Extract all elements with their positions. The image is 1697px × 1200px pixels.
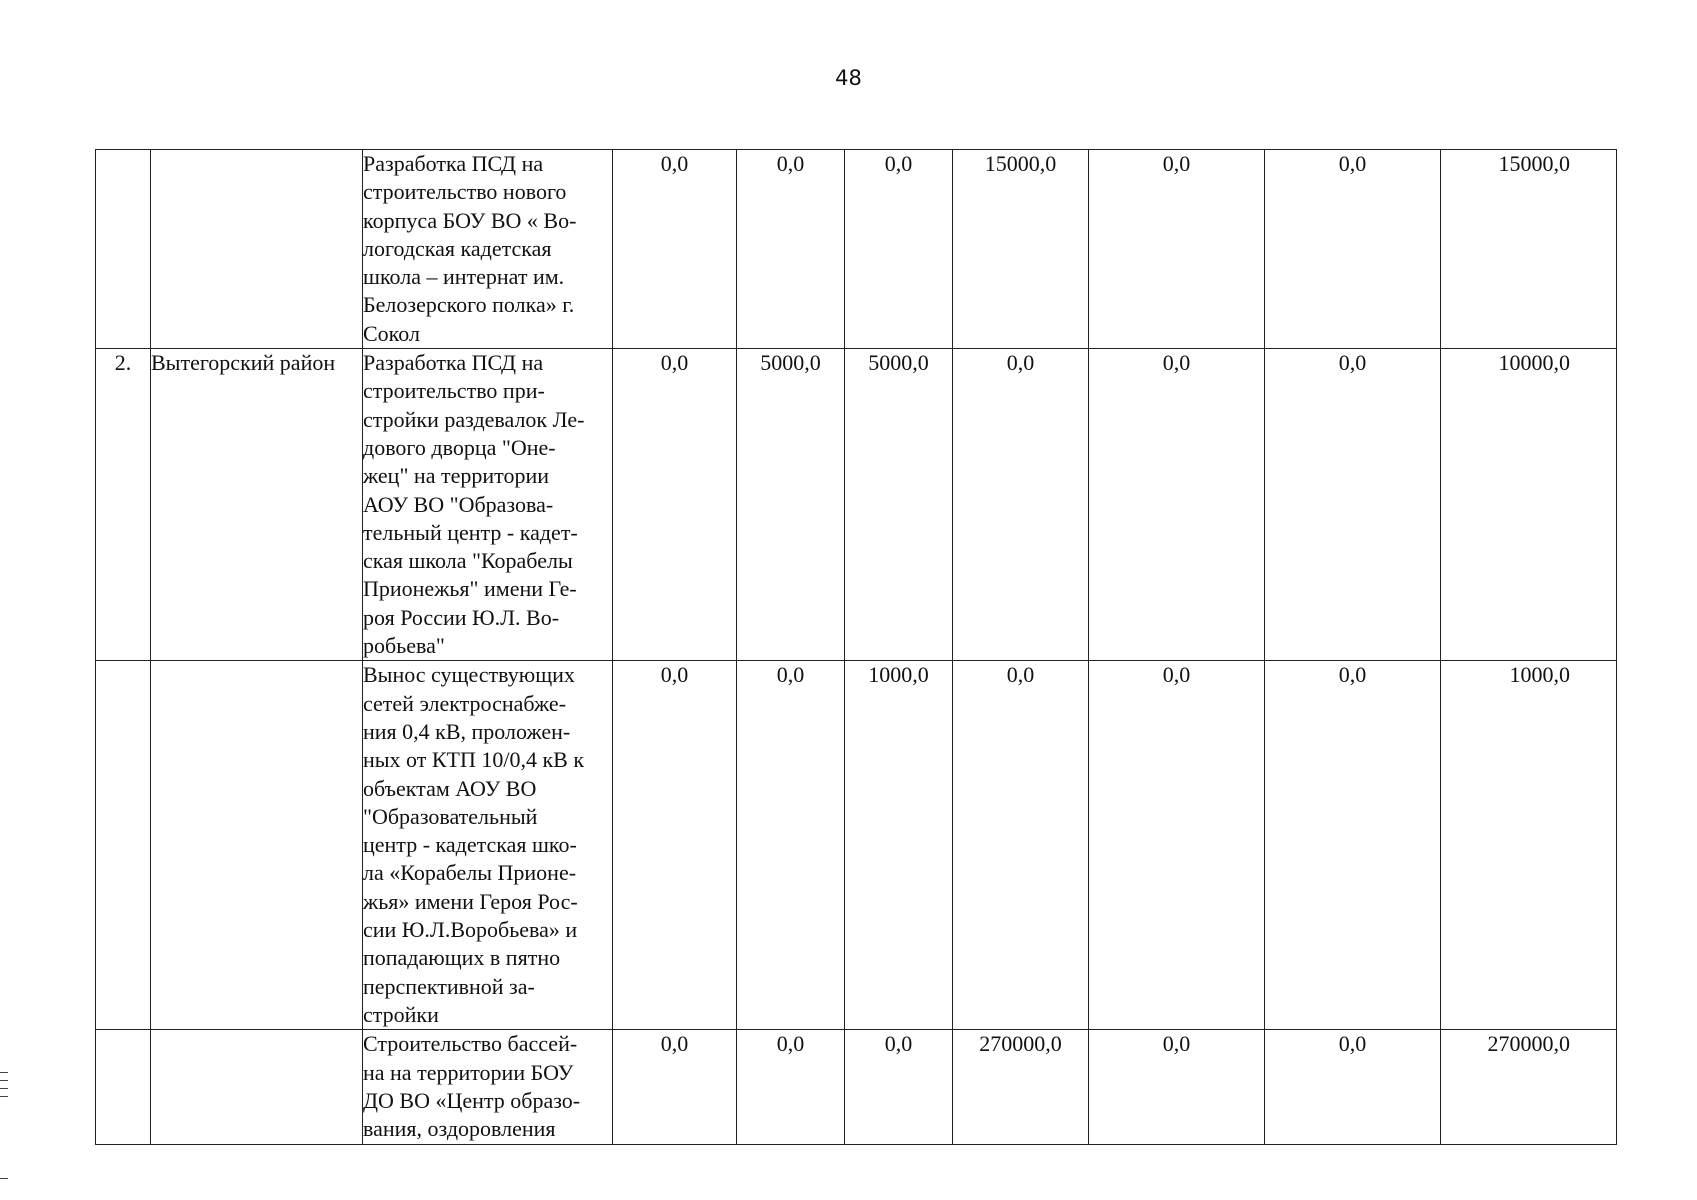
- description-line: Сокол: [363, 320, 420, 346]
- description-cell: [363, 349, 613, 661]
- description-line: перспективной за-: [363, 973, 535, 999]
- description-line: ская школа "Корабелы: [363, 548, 573, 574]
- description-line: объектам АОУ ВО: [363, 775, 537, 801]
- description-line: АОУ ВО "Образова-: [363, 491, 554, 517]
- margin-mark: [0, 1080, 8, 1081]
- district-cell: [151, 150, 363, 349]
- description-line: Белозерского полка» г.: [363, 292, 575, 318]
- value-cell: 5000,0: [845, 349, 953, 661]
- value-cell: 0,0: [613, 661, 737, 1030]
- description-line: вания, оздоровления: [363, 1116, 556, 1142]
- margin-mark: [0, 1096, 8, 1097]
- budget-table: [95, 149, 1617, 1145]
- value-cell: 15000,0: [953, 150, 1089, 349]
- description-line: корпуса БОУ ВО « Во-: [363, 207, 577, 233]
- description-cell: [363, 150, 613, 349]
- description-line: дового дворца "Оне-: [363, 434, 556, 460]
- description-line: сетей электроснабже-: [363, 690, 567, 716]
- description-line: Прионежья" имени Ге-: [363, 576, 577, 602]
- district-cell: [151, 1030, 363, 1145]
- description-line: ла «Корабелы Прионе-: [363, 860, 577, 886]
- description-line: Разработка ПСД на: [363, 151, 544, 176]
- value-cell: 0,0: [613, 349, 737, 661]
- description-line: "Образовательный: [363, 803, 538, 829]
- table-row: [96, 661, 1617, 1030]
- value-cell: 0,0: [737, 150, 845, 349]
- description-line: сии Ю.Л.Воробьева» и: [363, 917, 578, 943]
- description-line: ных от КТП 10/0,4 кВ к: [363, 747, 585, 773]
- row-number: [96, 150, 151, 349]
- value-cell: 0,0: [953, 661, 1089, 1030]
- description-cell: [363, 1030, 613, 1145]
- description-line: ния 0,4 кВ, проложен-: [363, 718, 571, 744]
- value-cell: 0,0: [613, 1030, 737, 1145]
- value-cell: 0,0: [1089, 661, 1265, 1030]
- value-cell: 270000,0: [953, 1030, 1089, 1145]
- district-cell: Вытегорский район: [151, 349, 363, 661]
- value-cell: 0,0: [845, 1030, 953, 1145]
- value-cell: 0,0: [1089, 1030, 1265, 1145]
- page-number: 48: [835, 66, 862, 90]
- value-cell: 0,0: [1265, 349, 1441, 661]
- value-cell: 0,0: [737, 661, 845, 1030]
- table-row: [96, 150, 1617, 349]
- value-cell: 0,0: [613, 150, 737, 349]
- value-cell: 0,0: [953, 349, 1089, 661]
- value-cell: 0,0: [1265, 150, 1441, 349]
- description-line: Строительство бассей-: [363, 1031, 578, 1057]
- margin-mark: [0, 1088, 8, 1089]
- description-line: на на территории БОУ: [363, 1059, 574, 1085]
- row-number: 2.: [96, 349, 151, 661]
- total-cell: 10000,0: [1441, 349, 1617, 661]
- description-line: школа – интернат им.: [363, 264, 565, 290]
- value-cell: 1000,0: [845, 661, 953, 1030]
- value-cell: 5000,0: [737, 349, 845, 661]
- value-cell: 0,0: [1089, 150, 1265, 349]
- description-line: жец" на территории: [363, 463, 549, 489]
- description-line: роя России Ю.Л. Во-: [363, 604, 560, 630]
- row-number: [96, 661, 151, 1030]
- description-line: тельный центр - кадет-: [363, 519, 578, 545]
- description-line: Вынос существующих: [363, 662, 575, 688]
- value-cell: 0,0: [1089, 349, 1265, 661]
- description-cell: [363, 661, 613, 1030]
- total-cell: 15000,0: [1441, 150, 1617, 349]
- margin-mark: [0, 1072, 8, 1073]
- value-cell: 0,0: [737, 1030, 845, 1145]
- description-line: стройки: [363, 1001, 439, 1027]
- table-row: [96, 1030, 1617, 1145]
- description-line: ДО ВО «Центр образо-: [363, 1087, 581, 1113]
- description-line: центр - кадетская шко-: [363, 832, 577, 858]
- description-line: жья» имени Героя Рос-: [363, 888, 578, 914]
- value-cell: 0,0: [1265, 1030, 1441, 1145]
- total-cell: 270000,0: [1441, 1030, 1617, 1145]
- table-row: [96, 349, 1617, 661]
- description-line: робьева": [363, 633, 445, 659]
- district-cell: [151, 661, 363, 1030]
- row-number: [96, 1030, 151, 1145]
- description-line: стройки раздевалок Ле-: [363, 406, 585, 432]
- value-cell: 0,0: [1265, 661, 1441, 1030]
- total-cell: 1000,0: [1441, 661, 1617, 1030]
- description-line: попадающих в пятно: [363, 945, 561, 971]
- description-line: логодская кадетская: [363, 235, 552, 261]
- margin-mark: [0, 1178, 8, 1179]
- value-cell: 0,0: [845, 150, 953, 349]
- description-line: строительство нового: [363, 179, 567, 205]
- description-line: Разработка ПСД на: [363, 350, 544, 376]
- description-line: строительство при-: [363, 378, 545, 404]
